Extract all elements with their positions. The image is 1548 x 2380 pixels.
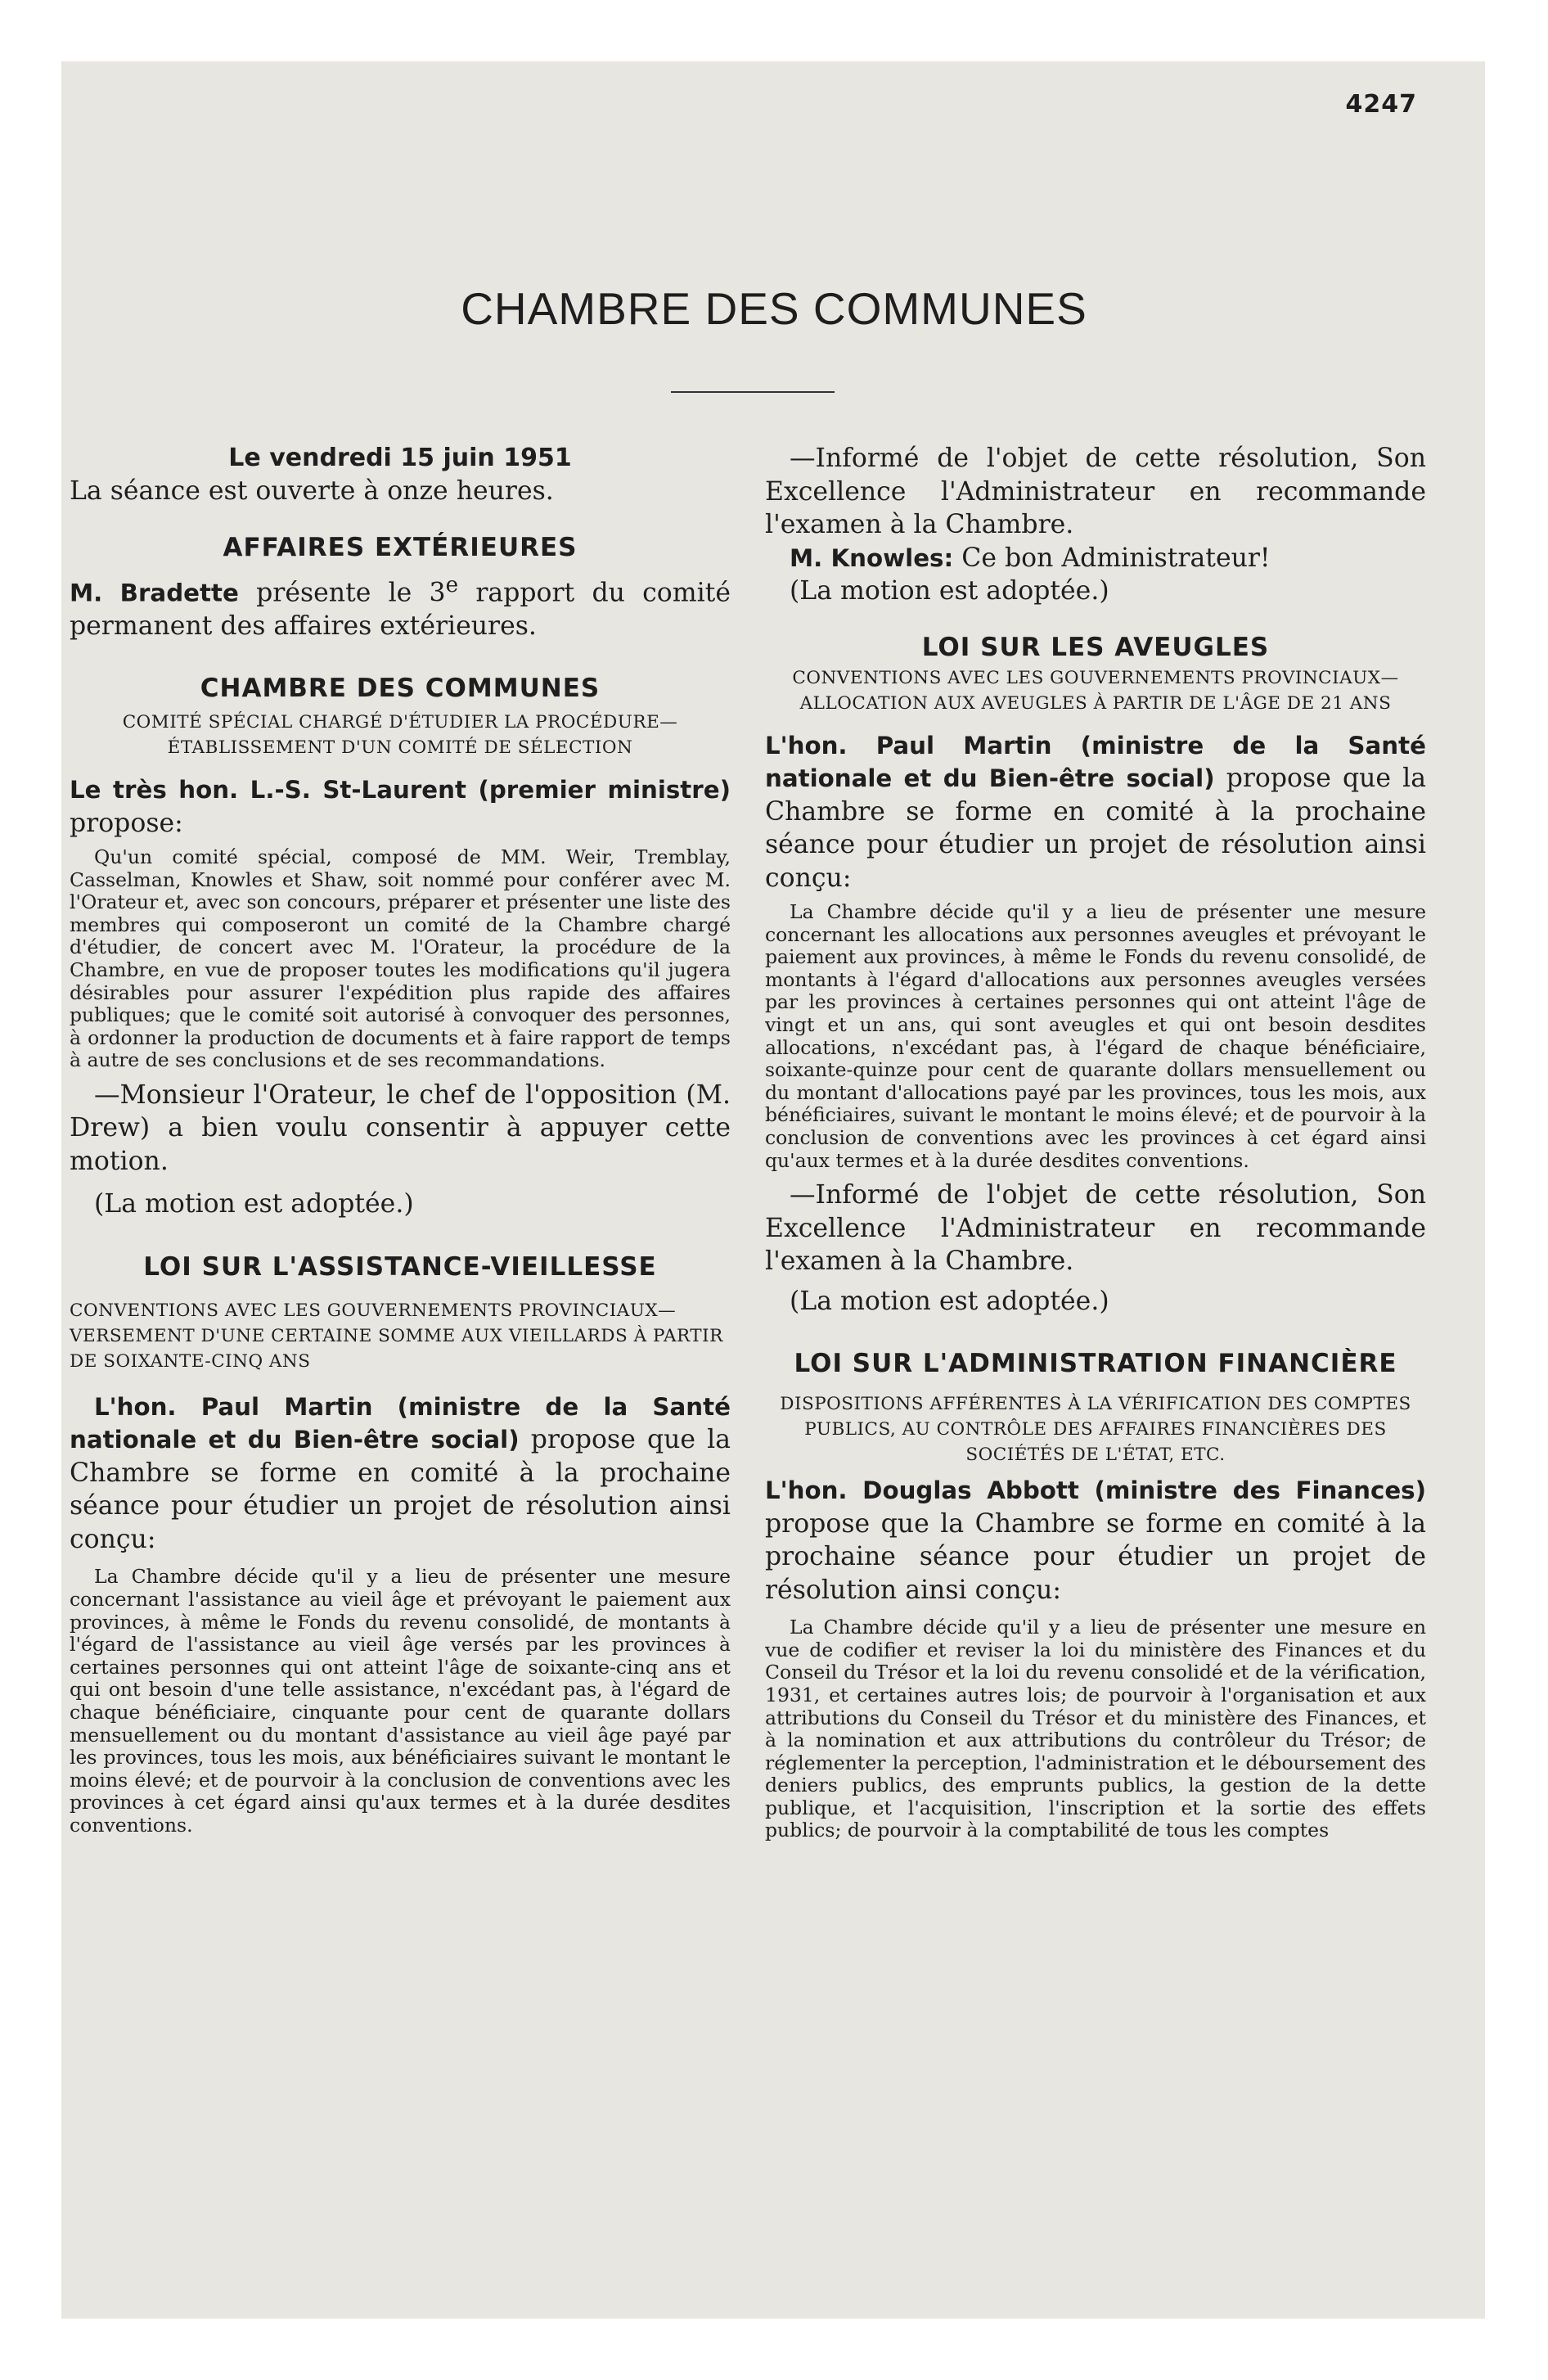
speaker-name: L'hon. Paul Martin (ministre de la Santé nationale et du Bien-être social)	[70, 1392, 731, 1454]
commons-motion-adopted: (La motion est adoptée.)	[94, 1189, 414, 1219]
section-subheading-financial-admin: DISPOSITIONS AFFÉRENTES À LA VÉRIFICATION DES COMPTES PUBLICS, AU CONTRÔLE DES AFFAIRES FINANCIÈRES DES SOCIÉTÉS DE L'ÉTAT, ETC.	[780, 1394, 1411, 1466]
sitting-opening: La séance est ouverte à onze heures.	[70, 476, 554, 506]
right-column	[765, 442, 1426, 1842]
blind-motion-intro: L'hon. Paul Martin (ministre de la Santé nationale et du Bien-être social) propose que la Chambre se forme en comité à la prochaine séance pour étudier un projet de résolution ainsi conçu:	[765, 731, 1427, 893]
page-masthead: CHAMBRE DES COMMUNES	[461, 283, 1087, 334]
commons-seconder: —Monsieur l'Orateur, le chef de l'opposition (M. Drew) a bien voulu consentir à appuyer cette motion.	[70, 1080, 731, 1176]
financial-resolution-text: La Chambre décide qu'il y a lieu de présenter une mesure en vue de codifier et reviser la loi du ministère des Finances et du Conseil du Trésor et la loi du revenu consolidé et de la vérification, 1931, et certaines autres lois; de pourvoir à l'organisation et aux attributions du Conseil du Trésor et du ministère des Finances, et à la nomination et aux attributions du contrôleur du Trésor; de réglementer la perception, l'administration et le déboursement des deniers publics, des emprunts publics, la gestion de la dette publique, et l'acquisition, l'inscription et la sortie des effets publics; de pourvoir à la comptabilité de tous les comptes	[765, 1616, 1426, 1842]
speaker-name: L'hon. Paul Martin (ministre de la Santé nationale et du Bien-être social)	[765, 731, 1426, 792]
section-subheading-commons: COMITÉ SPÉCIAL CHARGÉ D'ÉTUDIER LA PROCÉDURE—ÉTABLISSEMENT D'UN COMITÉ DE SÉLECTION	[122, 712, 678, 758]
old-age-motion-intro: L'hon. Paul Martin (ministre de la Santé nationale et du Bien-être social) propose que la Chambre se forme en comité à la prochaine séance pour étudier un projet de résolution ainsi conçu:	[70, 1392, 731, 1554]
speaker-name: M. Bradette	[70, 579, 239, 606]
commons-motion-intro: Le très hon. L.-S. St-Laurent (premier ministre) propose:	[70, 776, 731, 838]
blind-resolution-text: La Chambre décide qu'il y a lieu de présenter une mesure concernant les allocations aux personnes aveugles et prévoyant le paiement aux provinces, à même le Fonds du revenu consolidé, de montants à l'égard d'allocations aux personnes aveugles versées par les provinces à certaines personnes qui ont atteint l'âge de vingt et un ans, qui sont aveugles et qui ont besoin desdites allocations, n'excédant pas, à l'égard de chaque bénéficiaire, soixante-quinze pour cent de quarante dollars mensuellement ou du montant d'allocations payé par les provinces, tous les mois, aux bénéficiaires, suivant le montant le moins élevé; et de pourvoir à la conclusion de conventions avec les provinces à cet égard ainsi qu'aux termes et à la durée desdites conventions.	[765, 900, 1426, 1172]
recommendation-2: —Informé de l'objet de cette résolution, Son Excellence l'Administrateur en recommande l'examen à la Chambre.	[765, 1180, 1426, 1277]
recommendation-1: —Informé de l'objet de cette résolution, Son Excellence l'Administrateur en recommande l'examen à la Chambre.	[765, 444, 1426, 539]
foreign-affairs-paragraph: M. Bradette présente le 3e rapport du comité permanent des affaires extérieures.	[70, 572, 731, 641]
sitting-date: Le vendredi 15 juin 1951	[228, 444, 572, 472]
section-heading-commons: CHAMBRE DES COMMUNES	[200, 674, 601, 703]
masthead-rule	[671, 391, 835, 393]
section-heading-old-age: LOI SUR L'ASSISTANCE-VIEILLESSE	[143, 1251, 657, 1282]
section-subheading-blind: CONVENTIONS AVEC LES GOUVERNEMENTS PROVINCIAUX—ALLOCATION AUX AVEUGLES À PARTIR DE L'ÂGE DE 21 ANS	[792, 667, 1399, 714]
speaker-name: L'hon. Douglas Abbott (ministre des Finances)	[765, 1476, 1426, 1505]
motion-adopted-1: (La motion est adoptée.)	[790, 576, 1109, 606]
financial-motion-intro: L'hon. Douglas Abbott (ministre des Finances) propose que la Chambre se forme en comité à la prochaine séance pour étudier un projet de résolution ainsi conçu:	[765, 1476, 1426, 1605]
motion-adopted-2: (La motion est adoptée.)	[790, 1286, 1109, 1316]
section-subheading-old-age: CONVENTIONS AVEC LES GOUVERNEMENTS PROVINCIAUX—VERSEMENT D'UNE CERTAINE SOMME AUX VIEILLARDS À PARTIR DE SOIXANTE-CINQ ANS	[70, 1300, 723, 1372]
left-column	[70, 442, 731, 1837]
speaker-name: M. Knowles:	[790, 543, 954, 572]
page-number: 4247	[1345, 90, 1417, 119]
section-heading-financial-admin: LOI SUR L'ADMINISTRATION FINANCIÈRE	[794, 1349, 1397, 1379]
section-heading-blind: LOI SUR LES AVEUGLES	[921, 632, 1270, 662]
old-age-resolution-text: La Chambre décide qu'il y a lieu de présenter une mesure concernant l'assistance au vieil âge et prévoyant le paiement aux provinces, à même le Fonds du revenu consolidé, de montants à l'égard de l'assistance au vieil âge versés par les provinces à certaines personnes qui ont atteint l'âge de soixante-cinq ans et qui ont besoin d'une telle assistance, n'excédant pas, à l'égard de chaque bénéficiaire, cinquante pour cent de quarante dollars mensuellement ou du montant d'assistance au vieil âge payé par les provinces, tous les mois, aux bénéficiaires suivant le montant le moins élevé; et de pourvoir à la conclusion de conventions avec les provinces à cet égard ainsi qu'aux termes et à la durée desdites conventions.	[70, 1565, 731, 1837]
speaker-name: Le très hon. L.-S. St-Laurent (premier ministre)	[70, 776, 731, 804]
commons-motion-text: Qu'un comité spécial, composé de MM. Weir, Tremblay, Casselman, Knowles et Shaw, soit nommé pour conférer avec M. l'Orateur et, avec son concours, préparer et présenter une liste des membres qui composeront un comité de la Chambre chargé d'étudier, de concert avec M. l'Orateur, la procédure de la Chambre, en vue de proposer toutes les modifications qu'il jugera désirables pour assurer l'expédition plus rapide des affaires publiques; que le comité soit autorisé à convoquer des personnes, à ordonner la production de documents et à faire rapport de temps à autre de ses conclusions et de ses recommandations.	[70, 845, 731, 1072]
knowles-remark: M. Knowles: Ce bon Administrateur!	[790, 543, 1271, 573]
section-heading-foreign-affairs: AFFAIRES EXTÉRIEURES	[223, 532, 578, 562]
